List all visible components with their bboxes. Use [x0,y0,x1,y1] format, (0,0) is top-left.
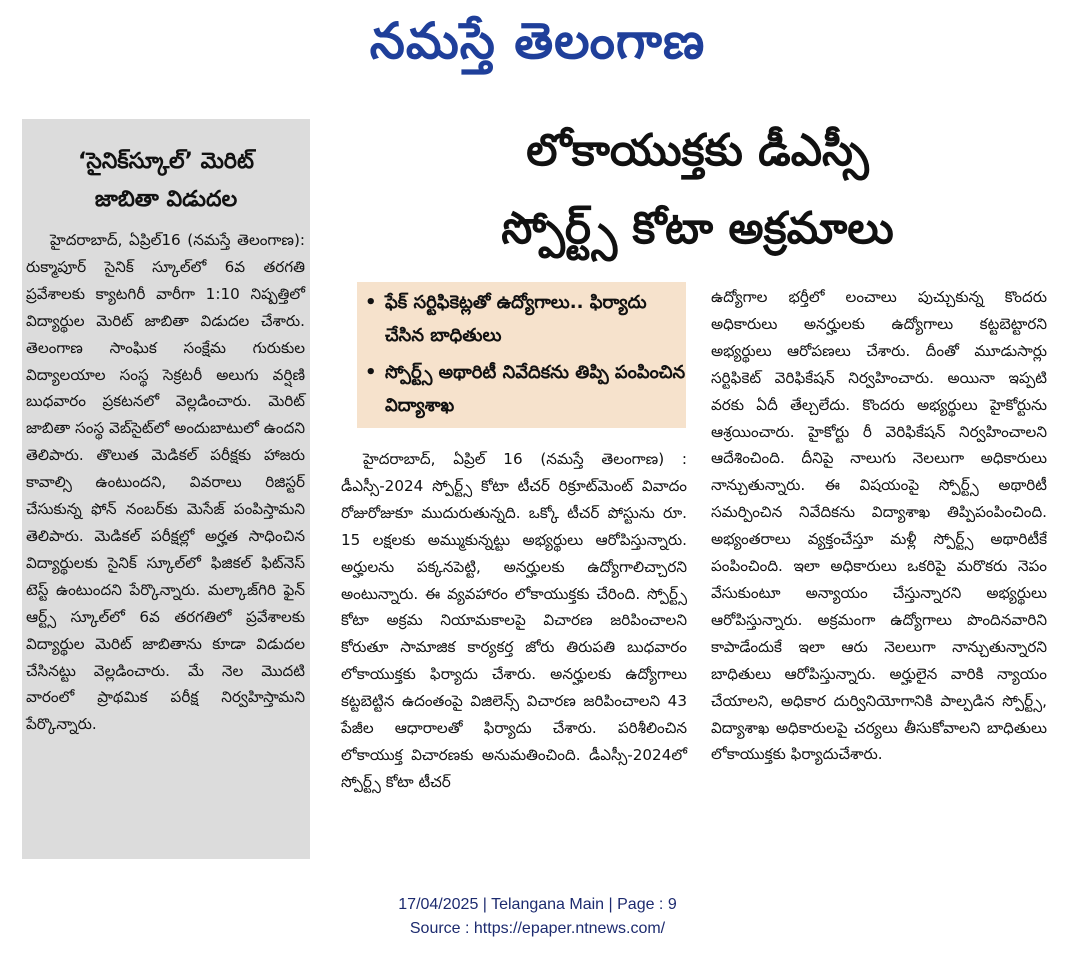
main-headline-line1: లోకాయుక్తకు డీఎస్సీ [526,125,869,176]
main-headline [330,112,1065,268]
highlight-item [357,356,686,422]
sidebar-headline [22,143,310,219]
sidebar-body-text: హైదరాబాద్‌, ఏప్రిల్‌16 (నమస్తే తెలంగాణ): రుక్మాపూర్‌ సైనిక్‌ స్కూల్‌లో 6వ తరగతి ప్రవేశాలకు క్యాటగిరీ వారీగా 1:10 నిష్పత్తిలో విద్యార్థుల మెరిట్‌ జాబితా విడుదల చేశారు. తెలంగాణ సాంఘిక సంక్షేమ గురుకుల విద్యాలయాల సంస్థ సెక్రటరీ అలుగు వర్షిణి బుధవారం ప్రకటనలో వెల్లడించారు. మెరిట్‌ జాబితా సంస్థ వెబ్‌సైట్‌లో అందుబాటులో ఉందని తెలిపారు. తొలుత మెడికల్‌ పరీక్షకు హాజరు కావాల్సి ఉంటుందని, వివరాలు రిజిస్టర్‌ చేసుకున్న ఫోన్‌ నంబర్‌కు మెసేజ్‌ పంపిస్తామని తెలిపారు. మెడికల్‌ పరీక్షల్లో అర్హత సాధించిన విద్యార్థులకు సైనిక్‌ స్కూల్‌లో ఫిజికల్‌ ఫిట్‌నెస్‌ టెస్ట్‌ ఉంటుందని పేర్కొన్నారు. మల్కాజ్‌గిరి ఫైన్‌ ఆర్ట్స్‌ స్కూల్‌లో 6వ తరగతిలో ప్రవేశాలకు విద్యార్థుల మెరిట్‌ జాబితాను కూడా విడుదల చేసినట్టు వెల్లడించారు. మే నెల మొదటి వారంలో ప్రాథమిక పరీక్ష నిర్వహిస్తామని పేర్కొన్నారు. [26,231,305,734]
article-body-middle: హైదరాబాద్‌, ఏప్రిల్‌ 16 (నమస్తే తెలంగాణ) : డీఎస్సీ-2024 స్పోర్ట్స్‌ కోటా టీచర్‌ రిక్రూట్‌మెంట్‌ వివాదం రోజురోజుకూ ముదురుతున్నది. ఒక్కో టీచర్‌ పోస్టును రూ. 15 లక్షలకు అమ్ముకున్నట్టు అభ్యర్థులు ఆరోపిస్తున్నారు. అర్హులను పక్కనపెట్టి, అనర్హులకు ఉద్యోగాలిచ్చారని అంటున్నారు. ఈ వ్యవహారం లోకాయుక్తకు చేరింది. స్పోర్ట్స్‌ కోటా అక్రమ నియామకాలపై విచారణ జరిపించాలని కోరుతూ సామాజిక కార్యకర్త జోరు తిరుపతి బుధవారం లోకాయుక్తకు ఫిర్యాదు చేశారు. అనర్హులకు ఉద్యోగాలు కట్టబెట్టిన ఉదంతంపై విజిలెన్స్‌ విచారణ జరిపించాలని 43 పేజీల ఆధారాలతో ఫిర్యాదు చేశారు. పరిశీలించిన లోకాయుక్త విచారణకు అనుమతించింది. డీఎస్సీ-2024లో స్పోర్ట్స్‌ కోటా టీచర్‌ [341,450,687,791]
sidebar-article-body [26,227,305,738]
footer-date-edition: 17/04/2025 | Telangana Main | Page : 9 [398,896,677,913]
bullet-icon: • [365,292,377,313]
masthead-logo: నమస్తే తెలంగాణ [369,12,706,70]
highlight-item [357,286,686,352]
page-footer [0,893,1075,941]
bullet-icon: • [365,362,377,383]
sidebar-headline-line1: ‘సైనిక్‌స్కూల్‌’ మెరిట్‌ [78,149,254,174]
footer-source-link[interactable]: Source : https://epaper.ntnews.com/ [409,920,666,937]
main-headline-line2: స్పోర్ట్స్‌ కోటా అక్రమాలు [501,203,894,254]
highlight-text: స్పోర్ట్స్‌ అథారిటీ నివేదికను తిప్పి పంపించిన విద్యాశాఖ [385,362,686,416]
article-body-right: ఉద్యోగాల భర్తీలో లంచాలు పుచ్చుకున్న కొందరు అధికారులు అనర్హులకు ఉద్యోగాలు కట్టబెట్టారని అభ్యర్థులు ఆరోపణలు చేశారు. దీంతో మూడుసార్లు సర్టిఫికెట్‌ వెరిఫికేషన్‌ నిర్వహించారు. అయినా ఇప్పటి వరకు ఏదీ తేల్చలేదు. కొందరు అభ్యర్థులు హైకోర్టును ఆశ్రయించారు. హైకోర్టు రీ వెరిఫికేషన్‌ నిర్వహించాలని ఆదేశించింది. దీనిపై నాలుగు నెలలుగా అధికారులు నాన్చుతున్నారు. ఈ విషయంపై స్పోర్ట్స్‌ అథారిటీ సమర్పించిన నివేదికను విద్యాశాఖ తిప్పిపంపించింది. అభ్యంతరాలు వ్యక్తంచేస్తూ మళ్లీ స్పోర్ట్స్‌ అథారిటీకే పంపించింది. ఇలా అధికారులు ఒకరిపై మరొకరు నెపం వేసుకుంటూ అన్యాయం చేస్తున్నారని అభ్యర్థులు ఆరోపిస్తున్నారు. అక్రమంగా ఉద్యోగాలు పొందినవారిని కాపాడేందుకే ఇలా ఆరు నెలలుగా నాన్చుతున్నారని బాధితులు ఆరోపిస్తున్నారు. అర్హులైన వారికి న్యాయం చేయాలని, అధికార దుర్వినియోగానికి పాల్పడిన స్పోర్ట్స్‌, విద్యాశాఖ అధికారులపై చర్యలు తీసుకోవాలని బాధితులు లోకాయుక్తకు ఫిర్యాదుచేశారు. [711,288,1047,764]
sidebar-article [22,119,310,859]
article-column-right [711,284,1047,768]
article-column-middle [341,446,687,796]
highlights-box [357,282,686,428]
sidebar-headline-line2: జాబితా విడుదల [94,187,238,212]
highlight-text: ఫేక్‌ సర్టిఫికెట్లతో ఉద్యోగాలు.. ఫిర్యాదు చేసిన బాధితులు [385,292,647,346]
